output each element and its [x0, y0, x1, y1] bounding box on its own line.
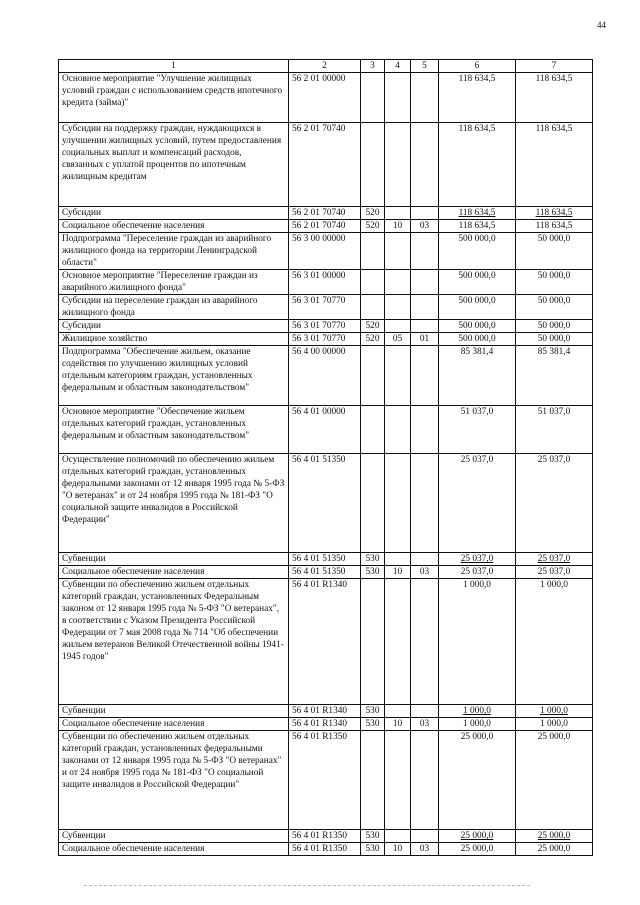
row-name: Субвенции [59, 553, 289, 566]
row-rz [385, 454, 411, 553]
row-code: 56 3 01 70770 [289, 295, 361, 320]
table-row [59, 718, 593, 731]
row-pr [411, 731, 439, 830]
row-amount-col6: 500 000,0 [439, 333, 516, 346]
row-code: 56 4 01 R1350 [289, 830, 361, 843]
row-name: Основное мероприятие "Переселение граждан из аварийного жилищного фонда" [59, 270, 289, 295]
table-row [59, 843, 593, 856]
row-amount-col6: 25 000,0 [439, 843, 516, 856]
row-amount-col7: 118 634,5 [516, 220, 593, 233]
row-rz [385, 207, 411, 220]
row-name: Социальное обеспечение населения [59, 843, 289, 856]
row-amount-col6: 1 000,0 [439, 705, 516, 718]
row-name: Субсидии [59, 320, 289, 333]
row-code: 56 2 01 70740 [289, 207, 361, 220]
row-amount-col6: 1 000,0 [439, 579, 516, 705]
row-name: Жилищное хозяйство [59, 333, 289, 346]
table-row [59, 270, 593, 295]
row-name: Социальное обеспечение населения [59, 566, 289, 579]
row-vr [361, 233, 385, 270]
row-pr [411, 207, 439, 220]
column-header: 3 [361, 60, 385, 73]
row-amount-col6: 118 634,5 [439, 207, 516, 220]
row-amount-col6: 500 000,0 [439, 320, 516, 333]
row-code: 56 4 01 R1340 [289, 718, 361, 731]
row-pr [411, 579, 439, 705]
row-amount-col6: 25 037,0 [439, 454, 516, 553]
row-name: Субвенции [59, 830, 289, 843]
row-rz [385, 406, 411, 454]
row-code: 56 2 01 70740 [289, 220, 361, 233]
row-amount-col6: 25 037,0 [439, 566, 516, 579]
row-rz [385, 705, 411, 718]
row-code: 56 3 00 00000 [289, 233, 361, 270]
row-code: 56 3 01 70770 [289, 320, 361, 333]
column-header: 5 [411, 60, 439, 73]
row-name: Основное мероприятие "Обеспечение жильем отдельных категорий граждан, установленных федеральным и областным законодательством" [59, 406, 289, 454]
table-row [59, 454, 593, 553]
row-rz [385, 830, 411, 843]
row-amount-col7: 25 000,0 [516, 843, 593, 856]
row-rz: 10 [385, 718, 411, 731]
row-vr: 520 [361, 320, 385, 333]
row-code: 56 4 01 51350 [289, 553, 361, 566]
row-amount-col6: 118 634,5 [439, 73, 516, 123]
row-amount-col6: 500 000,0 [439, 270, 516, 295]
row-amount-col7: 50 000,0 [516, 233, 593, 270]
row-amount-col7: 1 000,0 [516, 579, 593, 705]
row-vr: 520 [361, 333, 385, 346]
row-pr [411, 270, 439, 295]
row-vr [361, 731, 385, 830]
table-row [59, 220, 593, 233]
row-vr [361, 406, 385, 454]
row-vr [361, 579, 385, 705]
row-amount-col6: 500 000,0 [439, 295, 516, 320]
row-name: Основное мероприятие "Улучшение жилищных условий граждан с использованием средств ипотечного кредита (займа)" [59, 73, 289, 123]
row-name: Субвенции [59, 705, 289, 718]
row-vr: 530 [361, 553, 385, 566]
row-rz [385, 731, 411, 830]
row-rz: 05 [385, 333, 411, 346]
row-name: Субсидии [59, 207, 289, 220]
row-amount-col7: 50 000,0 [516, 333, 593, 346]
row-name: Субвенции по обеспечению жильем отдельных категорий граждан, установленных федеральными законами от 12 января 1995 года № 5-ФЗ "О ветеранах" и от 24 ноября 1995 года № 181-ФЗ "О социальной защите инвалидов в Российской Федерации" [59, 731, 289, 830]
row-name: Субсидии на переселение граждан из аварийного жилищного фонда [59, 295, 289, 320]
table-row [59, 346, 593, 406]
row-amount-col7: 25 037,0 [516, 454, 593, 553]
table-row [59, 73, 593, 123]
row-amount-col6: 118 634,5 [439, 220, 516, 233]
table-row [59, 553, 593, 566]
table-row [59, 731, 593, 830]
row-amount-col6: 500 000,0 [439, 233, 516, 270]
row-rz [385, 553, 411, 566]
table-row [59, 207, 593, 220]
table-body [59, 73, 593, 856]
row-pr [411, 830, 439, 843]
row-pr: 03 [411, 718, 439, 731]
row-pr: 03 [411, 220, 439, 233]
table-row [59, 333, 593, 346]
row-vr: 530 [361, 718, 385, 731]
row-amount-col7: 1 000,0 [516, 705, 593, 718]
row-amount-col6: 1 000,0 [439, 718, 516, 731]
row-code: 56 4 01 R1350 [289, 731, 361, 830]
row-code: 56 4 01 00000 [289, 406, 361, 454]
row-vr: 530 [361, 830, 385, 843]
row-amount-col6: 25 037,0 [439, 553, 516, 566]
row-amount-col7: 85 381,4 [516, 346, 593, 406]
table-row [59, 295, 593, 320]
column-header: 6 [439, 60, 516, 73]
row-code: 56 4 01 R1350 [289, 843, 361, 856]
row-rz: 10 [385, 843, 411, 856]
row-name: Социальное обеспечение населения [59, 718, 289, 731]
row-amount-col6: 25 000,0 [439, 830, 516, 843]
row-rz: 10 [385, 220, 411, 233]
table-row [59, 123, 593, 207]
row-amount-col7: 118 634,5 [516, 207, 593, 220]
row-rz [385, 73, 411, 123]
row-pr: 03 [411, 843, 439, 856]
row-name: Осуществление полномочий по обеспечению жильем отдельных категорий граждан, установленных федеральными законами от 12 января 1995 года № 5-ФЗ "О ветеранах" и от 24 ноября 1995 года № 181-ФЗ "О социальной защите инвалидов в Российской Федерации" [59, 454, 289, 553]
row-code: 56 4 01 R1340 [289, 705, 361, 718]
row-pr: 01 [411, 333, 439, 346]
row-amount-col7: 25 037,0 [516, 553, 593, 566]
row-name: Субвенции по обеспечению жильем отдельных категорий граждан, установленных Федеральным законом от 12 января 1995 года № 5-ФЗ "О ветеранах", в соответствии с Указом Президента Российской Федерации от 7 мая 2008 года № 714 "Об обеспечении жильем ветеранов Великой Отечественной войны 1941-1945 годов" [59, 579, 289, 705]
row-amount-col7: 25 000,0 [516, 830, 593, 843]
row-pr [411, 123, 439, 207]
row-vr [361, 270, 385, 295]
row-rz [385, 123, 411, 207]
row-vr: 530 [361, 843, 385, 856]
row-code: 56 4 01 51350 [289, 566, 361, 579]
row-vr: 530 [361, 566, 385, 579]
page-number: 44 [597, 20, 606, 30]
row-pr [411, 233, 439, 270]
row-pr [411, 454, 439, 553]
budget-table [58, 59, 593, 856]
row-code: 56 4 01 R1340 [289, 579, 361, 705]
row-amount-col7: 118 634,5 [516, 73, 593, 123]
row-amount-col6: 25 000,0 [439, 731, 516, 830]
row-code: 56 4 01 51350 [289, 454, 361, 553]
table-row [59, 579, 593, 705]
row-name: Подпрограмма "Обеспечение жильем, оказание содействия по улучшению жилищных условий отдельным категориям граждан, установленных федеральным и областным законодательством" [59, 346, 289, 406]
row-vr [361, 295, 385, 320]
row-vr [361, 123, 385, 207]
scan-artifact-line [84, 885, 530, 886]
row-amount-col7: 51 037,0 [516, 406, 593, 454]
table-header-row [59, 60, 593, 73]
row-vr [361, 73, 385, 123]
row-pr [411, 705, 439, 718]
row-rz [385, 295, 411, 320]
row-code: 56 2 01 70740 [289, 123, 361, 207]
row-pr [411, 346, 439, 406]
row-code: 56 2 01 00000 [289, 73, 361, 123]
row-rz [385, 270, 411, 295]
table-row [59, 233, 593, 270]
table-row [59, 320, 593, 333]
row-rz [385, 320, 411, 333]
row-vr: 520 [361, 220, 385, 233]
row-rz [385, 346, 411, 406]
row-vr: 520 [361, 207, 385, 220]
column-header: 1 [59, 60, 289, 73]
row-pr: 03 [411, 566, 439, 579]
row-rz [385, 579, 411, 705]
row-amount-col7: 50 000,0 [516, 320, 593, 333]
row-vr: 530 [361, 705, 385, 718]
row-code: 56 3 01 00000 [289, 270, 361, 295]
row-name: Социальное обеспечение населения [59, 220, 289, 233]
row-pr [411, 553, 439, 566]
table-row [59, 566, 593, 579]
row-rz [385, 233, 411, 270]
column-header: 2 [289, 60, 361, 73]
column-header: 7 [516, 60, 593, 73]
row-vr [361, 454, 385, 553]
row-vr [361, 346, 385, 406]
row-pr [411, 295, 439, 320]
column-header: 4 [385, 60, 411, 73]
row-code: 56 3 01 70770 [289, 333, 361, 346]
row-pr [411, 320, 439, 333]
row-pr [411, 73, 439, 123]
row-pr [411, 406, 439, 454]
row-amount-col7: 25 037,0 [516, 566, 593, 579]
row-amount-col7: 1 000,0 [516, 718, 593, 731]
row-amount-col6: 51 037,0 [439, 406, 516, 454]
table-row [59, 705, 593, 718]
row-code: 56 4 00 00000 [289, 346, 361, 406]
row-name: Субсидии на поддержку граждан, нуждающихся в улучшении жилищных условий, путем предоставления социальных выплат и компенсаций расходов, связанных с уплатой процентов по ипотечным жилищным кредитам [59, 123, 289, 207]
row-amount-col6: 118 634,5 [439, 123, 516, 207]
table-row [59, 830, 593, 843]
row-amount-col7: 118 634,5 [516, 123, 593, 207]
row-amount-col7: 50 000,0 [516, 295, 593, 320]
table-row [59, 406, 593, 454]
row-name: Подпрограмма "Переселение граждан из аварийного жилищного фонда на территории Ленинградской области" [59, 233, 289, 270]
row-rz: 10 [385, 566, 411, 579]
row-amount-col7: 50 000,0 [516, 270, 593, 295]
row-amount-col7: 25 000,0 [516, 731, 593, 830]
row-amount-col6: 85 381,4 [439, 346, 516, 406]
